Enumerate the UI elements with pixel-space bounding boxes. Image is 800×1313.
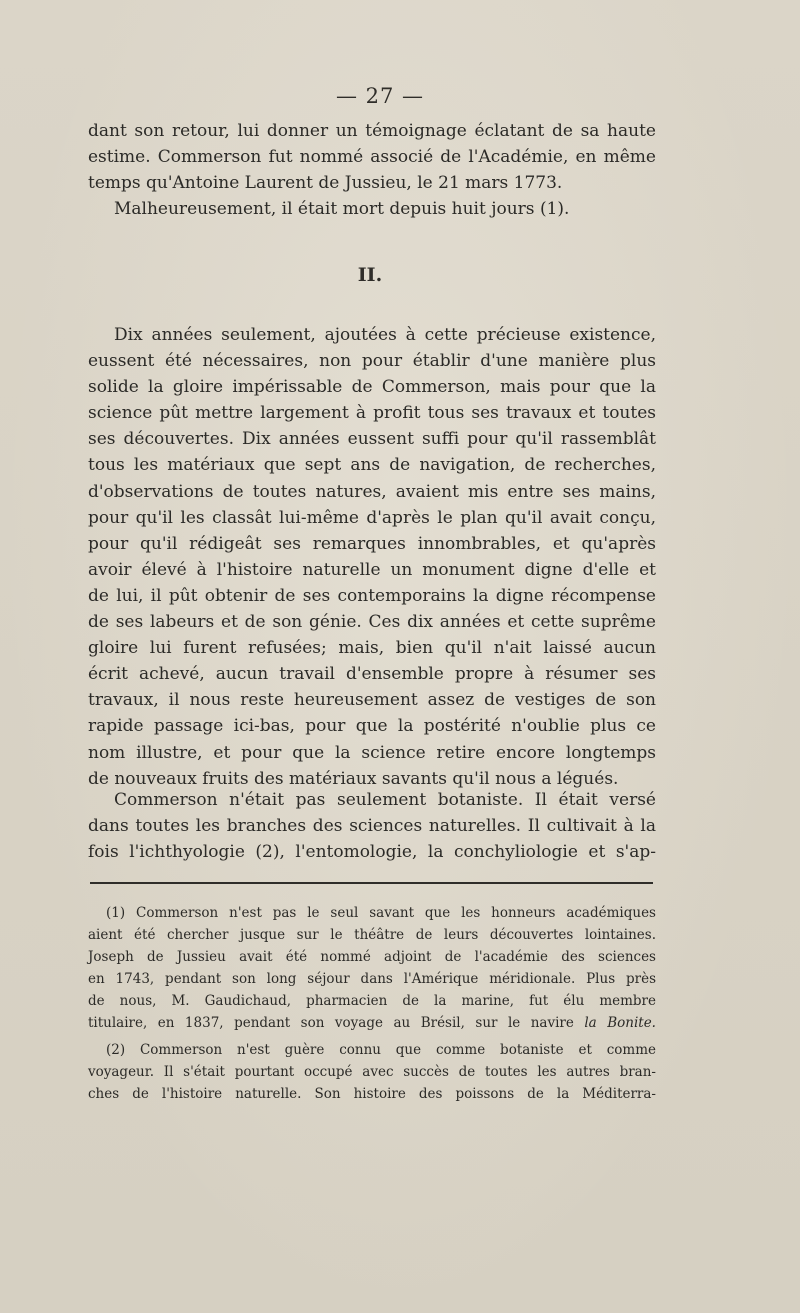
text-line: écrit achevé, aucun travail d'ensemble propre à résumer ses bbox=[88, 664, 656, 685]
text-line: de ses labeurs et de son génie. Ces dix années et cette suprême bbox=[88, 612, 656, 633]
text-line: fois l'ichthyologie (2), l'entomologie, la conchyliologie et s'ap- bbox=[88, 842, 656, 863]
text-line: d'observations de toutes natures, avaient mis entre ses mains, bbox=[88, 481, 656, 502]
text-line: pour qu'il les classât lui-même d'après le plan qu'il avait conçu, bbox=[88, 507, 656, 528]
footnote-line: (2) Commerson n'est guère connu que comme botaniste et comme bbox=[106, 1042, 656, 1058]
footnote-line: en 1743, pendant son long séjour dans l'Amérique méridionale. Plus près bbox=[88, 970, 656, 987]
text-line: travaux, il nous reste heureusement assez de vestiges de son bbox=[88, 690, 656, 711]
text-line: nom illustre, et pour que la science retire encore longtemps bbox=[88, 742, 656, 763]
footnote-line: voyageur. Il s'était pourtant occupé avec succès de toutes les autres bran- bbox=[88, 1063, 656, 1080]
footnote-line: de nous, M. Gaudichaud, pharmacien de la marine, fut élu membre bbox=[88, 992, 656, 1009]
page-number: — 27 — bbox=[335, 84, 425, 108]
footnote-line-last bbox=[88, 1013, 656, 1035]
text-line: estime. Commerson fut nommé associé de l'Académie, en même bbox=[88, 147, 656, 168]
ship-name: la Bonite. bbox=[584, 1014, 656, 1031]
text-line: pour qu'il rédigeât ses remarques innombrables, et qu'après bbox=[88, 533, 656, 554]
footnote-line: aient été chercher jusque sur le théâtre de leurs découvertes lointaines. bbox=[88, 926, 656, 943]
text-line: dans toutes les branches des sciences naturelles. Il cultivait à la bbox=[88, 816, 656, 837]
section-heading: II. bbox=[357, 264, 383, 286]
text-line: Dix années seulement, ajoutées à cette précieuse existence, bbox=[114, 325, 656, 345]
footnote-line: Joseph de Jussieu avait été nommé adjoint de l'académie des sciences bbox=[88, 948, 656, 965]
text-line: eussent été nécessaires, non pour établir d'une manière plus bbox=[88, 351, 656, 372]
text-line: rapide passage ici-bas, pour que la postérité n'oublie plus ce bbox=[88, 716, 656, 737]
text-line: solide la gloire impérissable de Commerson, mais pour que la bbox=[88, 377, 656, 398]
footnote-text: titulaire, en 1837, pendant son voyage au Brésil, sur le navire bbox=[88, 1014, 585, 1031]
footnote-2 bbox=[88, 1040, 656, 1106]
paragraph-top bbox=[88, 118, 656, 222]
footnote-line: ches de l'histoire naturelle. Son histoire des poissons de la Méditerra- bbox=[88, 1085, 656, 1102]
footnote-line: (1) Commerson n'est pas le seul savant que les honneurs académiques bbox=[106, 905, 656, 921]
text-line: Commerson n'était pas seulement botaniste. Il était versé bbox=[114, 790, 656, 810]
text-line: science pût mettre largement à profit tous ses travaux et toutes bbox=[88, 403, 656, 424]
footnote-1 bbox=[88, 903, 656, 1034]
text-line: avoir élevé à l'histoire naturelle un monument digne d'elle et bbox=[88, 559, 656, 580]
text-line: ses découvertes. Dix années eussent suffi pour qu'il rassemblât bbox=[88, 429, 656, 450]
paragraph-last bbox=[88, 787, 656, 865]
text-line: tous les matériaux que sept ans de navigation, de recherches, bbox=[88, 455, 656, 476]
paragraph-main bbox=[88, 322, 656, 792]
text-line: de nouveaux fruits des matériaux savants qu'il nous a légués. bbox=[88, 768, 619, 789]
text-line: dant son retour, lui donner un témoignage éclatant de sa haute bbox=[88, 121, 656, 141]
text-line: temps qu'Antoine Laurent de Jussieu, le 21 mars 1773. bbox=[88, 173, 563, 194]
text-line: Malheureusement, il était mort depuis huit jours (1). bbox=[114, 199, 570, 220]
footnote-rule bbox=[90, 882, 653, 884]
text-line: de lui, il pût obtenir de ses contemporains la digne récompense bbox=[88, 585, 656, 606]
text-line: gloire lui furent refusées; mais, bien qu'il n'ait laissé aucun bbox=[88, 638, 656, 659]
